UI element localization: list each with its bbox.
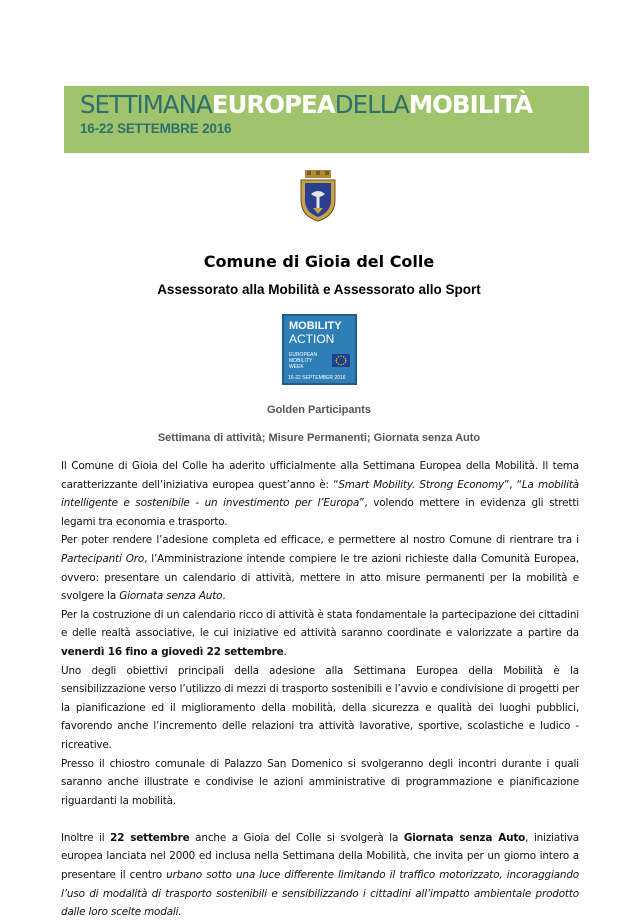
text-run: ”, volendo mettere in evidenza gli stretti legami tra economia e trasporto. [61,497,579,528]
text-run: Giornata senza Auto [403,831,526,844]
page-subtitle: Assessorato alla Mobilità e Assessorato allo Sport [157,282,481,297]
eu-flag-icon [332,354,350,367]
text-run: Inoltre il [61,831,111,844]
mobility-action-logo [282,314,357,385]
event-banner [64,86,589,153]
text-run: urbano sotto una luce differente limitando il traffico motorizzato, incoraggiando l’uso di modalità di trasporto sostenibili e sensibilizzando i cittadini all’impatto ambientale prodotto dalle loro scelte modali. [61,869,580,919]
banner-title [80,92,589,118]
page-title: Comune di Gioia del Colle [203,252,435,271]
text-run: . [222,590,226,603]
article-body [61,457,579,922]
text-run: Smart Mobility. Strong Economy [338,478,505,491]
banner-title-part: DELLA [334,90,409,119]
golden-participants-label: Golden Participants [267,404,371,416]
logo-text: MOBILITY [289,358,313,364]
text-run: Giornata senza Auto [119,590,223,603]
logo-date: 16-22 SEPTEMBER 2016 [288,375,346,381]
text-run: Il Comune di Gioia del Colle ha aderito ufficialmente alla Settimana Europea della Mobilità. Il tema caratterizzante dell’iniziativa europea quest’anno è: “ [61,460,579,491]
logo-text: WEEK [289,364,304,370]
actions-summary: Settimana di attività; Misure Permanenti; Giornata senza Auto [157,432,481,444]
logo-subtext [289,352,317,370]
text-run: venerdì 16 fino a giovedì 22 settembre [61,645,284,658]
banner-title-part: SETTIMANA [80,90,212,119]
paragraph [61,829,579,922]
paragraph: Uno degli obiettivi principali della adesione alla Settimana Europea della Mobilità è la sensibilizzazione verso l’utilizzo di mezzi di trasporto sostenibili e l’avvio e condivisione di progetti per la pianificazione ed il miglioramento della mobilità, della sicurezza e qualità dei luoghi pubblici, favorendo anche l’incremento delle relazioni tra attività lavorative, sportive, scolastiche e ludico - ricreative. [61,664,579,751]
text-run: . [283,645,287,658]
banner-title-part: MOBILITÀ [408,90,533,119]
paragraph [61,606,579,662]
text-run: Per la costruzione di un calendario ricco di attività è stata fondamentale la partecipazione dei cittadini e delle realtà associative, le cui iniziative ed attività saranno coordinate e valorizzate a partire da [61,608,579,640]
text-run: Per poter rendere l’adesione completa ed efficace, e permettere al nostro Comune di rientrare tra i [61,534,579,547]
text-run: Partecipanti Oro [61,552,145,565]
text-run: La mobilità intelligente e sostenibile - un investimento per l’Europa [61,478,579,510]
logo-text: EUROPEAN [289,352,318,358]
paragraph [61,531,579,605]
paragraph-gap [61,810,579,829]
logo-text: MOBILITY [289,320,342,332]
text-run: ”, “ [504,478,522,491]
banner-dates: 16-22 SETTEMBRE 2016 [80,121,232,136]
text-run: anche a Gioia del Colle si svolgerà la [189,831,404,844]
text-run: , iniziativa europea lanciata nel 2000 ed inclusa nella Settimana della Mobilità, che invita per un giorno intero a presentare il centro [61,831,579,882]
paragraph: Presso il chiostro comunale di Palazzo San Domenico si svolgeranno degli incontri durante i quali saranno anche illustrate e condivise le azioni amministrative di programmazione e pianificazione riguardanti la mobilità. [61,757,579,807]
banner-title-part: EUROPEA [211,90,335,119]
text-run: , l’Amministrazione intende compiere le tre azioni richieste dalla Comunità Europea, ovvero: presentare un calendario di attività, mettere in atto misure permanenti per la mobilità e svolgere la [61,552,579,603]
paragraph [61,457,579,531]
logo-text: ACTION [289,332,335,346]
text-run: 22 settembre [110,831,190,844]
municipal-crest-icon [297,170,339,222]
